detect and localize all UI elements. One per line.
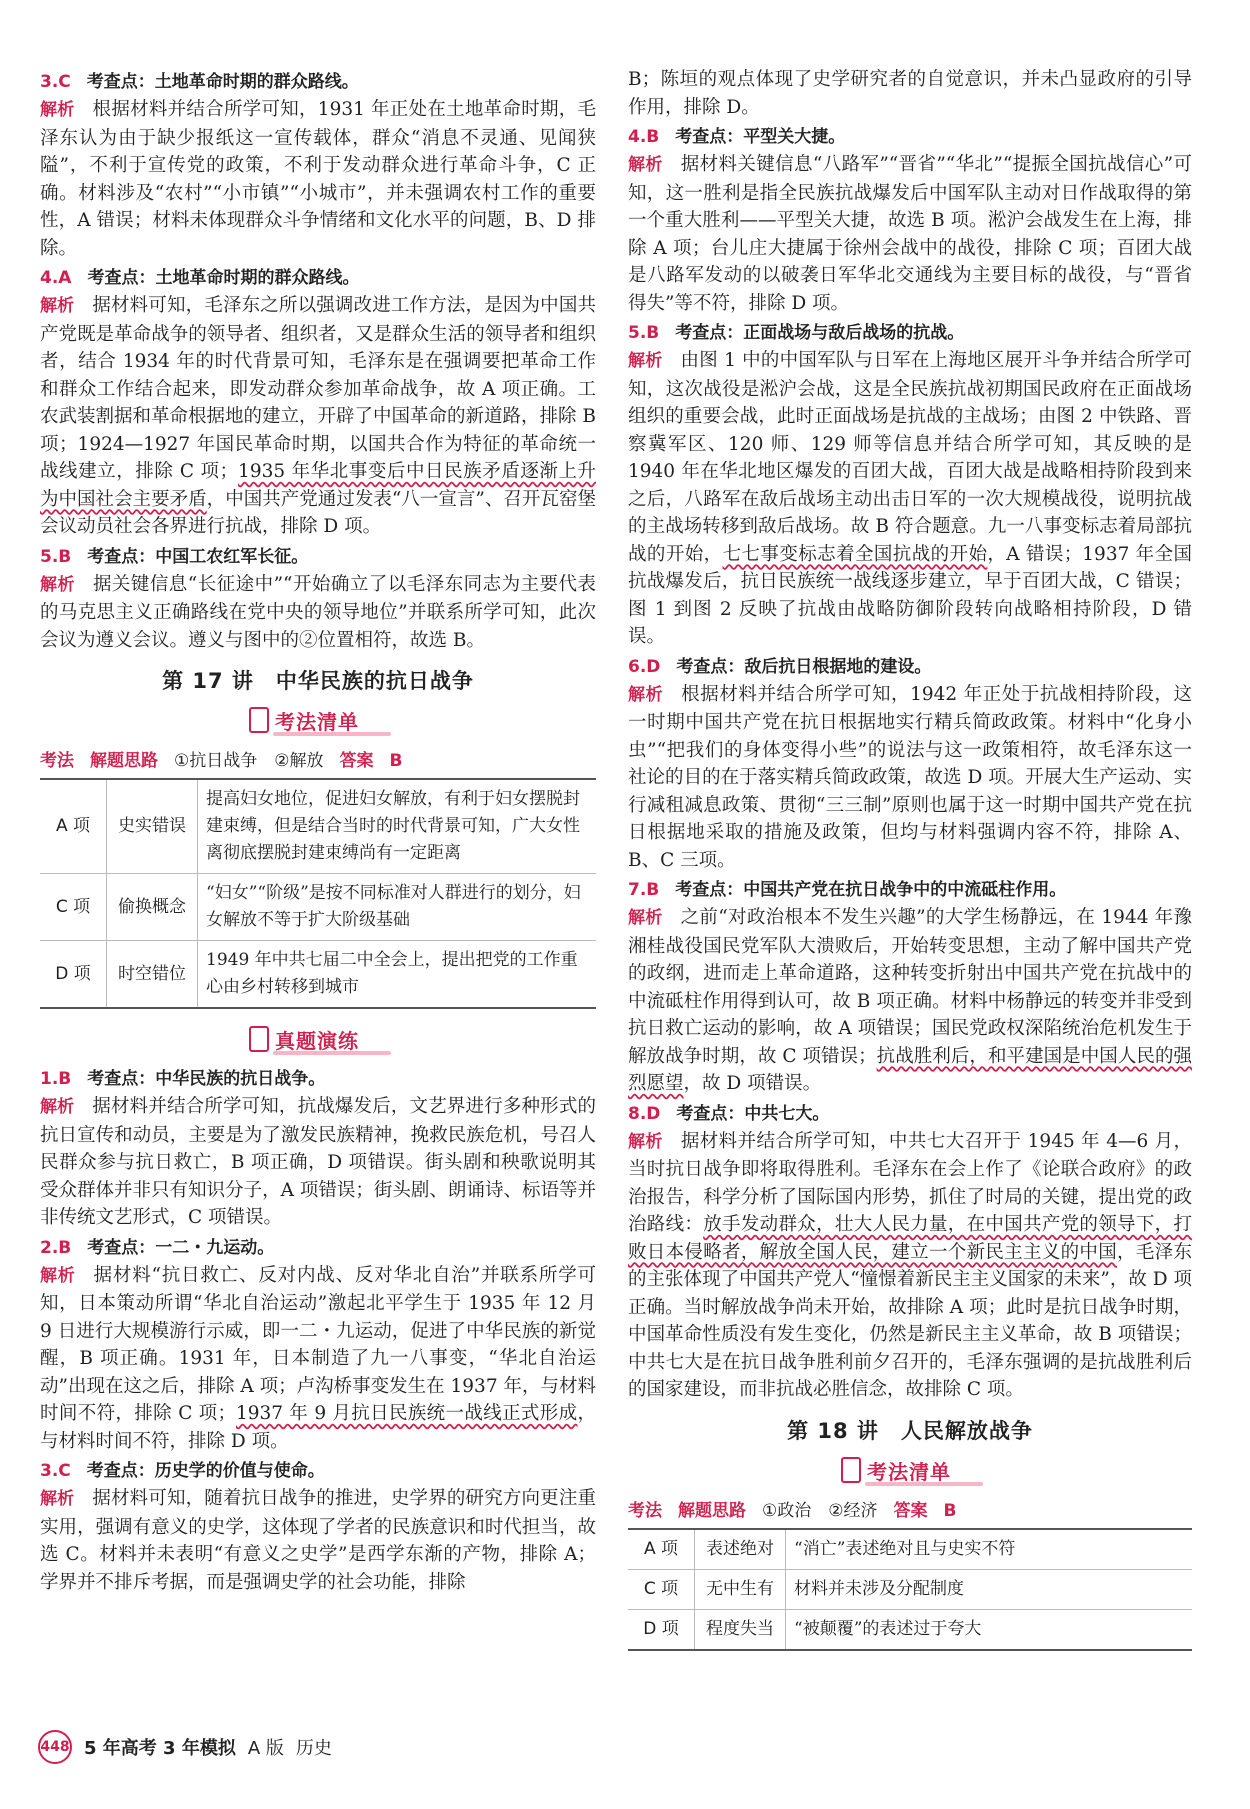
method-row: 考法 解题思路 ①抗日战争 ②解放 答案 B <box>40 746 596 780</box>
answer-6d <box>628 653 1192 875</box>
clipboard-icon <box>249 707 269 733</box>
exam-point: 考查点：土地革命时期的群众路线。 <box>86 72 359 92</box>
left-column <box>40 66 596 1596</box>
underlined-key-text: 抗战胜利后，和平建国是中国人民的强烈愿望 <box>628 1045 1192 1094</box>
answer-number: 7.B <box>628 880 660 900</box>
analysis-text: ，中国共产党通过发表“八一宣言”、召开瓦窑堡会议动员社会各界进行抗战，排除 D 项。 <box>40 488 596 537</box>
subject-label: 历史 <box>295 1738 332 1759</box>
table-row: C 项 无中生有 材料并未涉及分配制度 <box>628 1569 1192 1609</box>
method-list-badge: 考法清单 <box>835 1454 985 1488</box>
analysis-tag: 解析 <box>628 908 663 928</box>
analysis-tag: 解析 <box>40 1265 76 1286</box>
answer-5b <box>40 543 596 655</box>
underlined-key-text: 1937 年 9 月抗日民族统一战线正式形成 <box>235 1403 578 1424</box>
answer-7b <box>628 876 1192 1098</box>
answer-number: 4.B <box>628 127 660 147</box>
table-row: A 项 表述绝对 “消亡”表述绝对且与史实不符 <box>628 1530 1192 1570</box>
answer-number: 2.B <box>40 1237 72 1258</box>
analysis-tag: 解析 <box>40 574 75 595</box>
exam-point: 考查点：中共七大。 <box>676 1103 830 1124</box>
analysis-tag: 解析 <box>628 684 664 705</box>
answer-number: 3.C <box>40 1461 71 1481</box>
page-number: 448 <box>38 1730 72 1764</box>
answer-number: 4.A <box>40 268 72 288</box>
answer-3c-history <box>40 1457 596 1596</box>
answer-4a <box>40 264 596 541</box>
continued-text: B；陈垣的观点体现了史学研究者的自觉意识，并未凸显政府的引导作用，排除 D。 <box>628 69 1192 118</box>
answer-number: 5.B <box>628 323 660 343</box>
method-list-badge: 考法清单 <box>243 704 393 738</box>
table-row: D 项 时空错位 1949 年中共七届二中全会上，提出把党的工作重心由乡村转移到城市 <box>40 941 596 1009</box>
table-row: D 项 程度失当 “被颠覆”的表述过于夸大 <box>628 1609 1192 1650</box>
answer-number: 8.D <box>628 1103 661 1124</box>
answer-4b <box>628 123 1192 317</box>
lecture-17-title: 第 17 讲 中华民族的抗日战争 <box>162 669 474 693</box>
exam-point: 考查点：中国工农红军长征。 <box>87 546 309 567</box>
analysis-tag: 解析 <box>40 1489 75 1509</box>
analysis-text: 根据材料并结合所学可知，1931 年正处在土地革命时期，毛泽东认为由于缺少报纸这一宣传载体，群众“消息不灵通、见闻狭隘”，不利于宣传党的政策，不利于发动群众进行革命斗争，C 正确。材料涉及“农村”“小市镇”“小城市”，并未强调农村工作的重要性，A 错误；材料未体现群众斗争情绪和文化水平的问题，B、D 排除。 <box>40 99 597 259</box>
analysis-text: ，故 D 项错误。 <box>683 1073 822 1094</box>
analysis-text: 据材料并结合所学可知，中共七大召开于 1945 年 4—6 月，当时抗日战争即将取得胜利。毛泽东在会上作了《论联合政府》的政治报告，科学分析了国际国内形势，抓住了时局的关键，提出党的政治路线： <box>628 1130 1192 1235</box>
underlined-key-text: 七七事变标志着全国抗战的开始 <box>722 543 988 565</box>
analysis-tag: 解析 <box>628 351 663 371</box>
answer-number: 1.B <box>40 1069 72 1089</box>
exam-point: 考查点：敌后抗日根据地的建设。 <box>676 656 932 677</box>
answer-3c-soil <box>40 68 596 262</box>
table-row: A 项 史实错误 提高妇女地位，促进妇女解放，有利于妇女摆脱封建束缚，但是结合当时的时代背景可知，广大女性离彻底摆脱封建束缚尚有一定距离 <box>40 780 596 874</box>
analysis-text: ，毛泽东的主张体现了中国共产党人“憧憬着新民主主义国家的未来”，故 D 项正确。当时解放战争尚未开始，故排除 A 项；此时是抗日战争时期，中国革命性质没有发生变化，仍然是新民主主义革命，故 B 项错误；中共七大是在抗日战争胜利前夕召开的，毛泽东强调的是抗战胜利后的国家建设，而非抗战必胜信念，故排除 C 项。 <box>628 1241 1192 1400</box>
answer-number: 3.C <box>40 72 71 92</box>
answer-2b <box>40 1234 596 1456</box>
underlined-key-text: 1935 年华北事变后中日民族矛盾逐渐上升为中国社会主要矛盾 <box>40 461 597 510</box>
method-table <box>628 1530 1192 1651</box>
analysis-text: 据关键信息“长征途中”“开始确立了以毛泽东同志为主要代表的马克思主义正确路线在党中央的领导地位”并联系所学可知，此次会议为遵义会议。遵义与图中的②位置相符，故选 B。 <box>40 573 596 651</box>
analysis-text: 之前“对政治根本不发生兴趣”的大学生杨静远，在 1944 年豫湘桂战役国民党军队大溃败后，开始转变思想，主动了解中国共产党的政纲，进而走上革命道路，这种转变折射出中国共产党在抗战中的中流砥柱作用得到认可，故 B 项正确。材料中杨静远的转变并非受到抗日救亡运动的影响，故 A 项错误；国民党政权深陷统治危机发生于解放战争时期，故 C 项错误； <box>628 907 1192 1067</box>
analysis-tag: 解析 <box>40 100 75 120</box>
exam-point: 考查点：中国共产党在抗日战争中的中流砥柱作用。 <box>675 880 1067 900</box>
answer-8d <box>628 1100 1192 1404</box>
clipboard-icon <box>249 1026 269 1052</box>
exam-point: 考查点：土地革命时期的群众路线。 <box>87 268 360 288</box>
analysis-text: ，A 错误；1937 年全国抗战爆发后，抗日民族统一战线逐步建立，早于百团大战，C 错误；图 1 到图 2 反映了抗战由战略防御阶段转向战略相持阶段，D 错误。 <box>628 543 1192 647</box>
analysis-tag: 解析 <box>628 155 663 175</box>
right-column <box>628 66 1192 1651</box>
exam-point: 考查点：平型关大捷。 <box>675 127 846 147</box>
exam-point: 考查点：中华民族的抗日战争。 <box>87 1069 326 1089</box>
method-row: 考法 解题思路 ①政治 ②经济 答案 B <box>628 1496 1192 1530</box>
analysis-text: 据材料可知，随着抗日战争的推进，史学界的研究方向更注重实用，强调有意义的史学，这体现了学者的民族意识和时代担当，故选 C。材料并未表明“有意义之史学”是西学东渐的产物，排除 A；学界并不排斥考据，而是强调史学的社会功能，排除 <box>40 1488 596 1593</box>
analysis-text: 据材料可知，毛泽东之所以强调改进工作方法，是因为中国共产党既是革命战争的领导者、组织者，又是群众生活的领导者和组织者，结合 1934 年的时代背景可知，毛泽东是在强调要把革命工作和群众工作结合起来，即发动群众参加革命战争，故 A 项正确。工农武装割据和革命根据地的建立，开辟了中国革命的新道路，排除 B 项；1924—1927 年国民革命时期，以国共合作为特征的革命统一战线建立，排除 C 项； <box>40 295 596 482</box>
analysis-tag: 解析 <box>628 1131 663 1152</box>
analysis-tag: 解析 <box>40 296 75 316</box>
analysis-text: 据材料并结合所学可知，抗战爆发后，文艺界进行多种形式的抗日宣传和动员，主要是为了激发民族精神，挽救民族危机，号召人民群众参与抗日救亡，B 项正确，D 项错误。街头剧和秧歌说明其受众群体并非只有知识分子，A 项错误；街头剧、朗诵诗、标语等并非传统文艺形式，C 项错误。 <box>40 1096 596 1228</box>
analysis-text: 据材料关键信息“八路军”“晋省”“华北”“提振全国抗战信心”可知，这一胜利是指全民族抗战爆发后中国军队主动对日作战取得的第一个重大胜利——平型关大捷，故选 B 项。淞沪会战发生在上海，排除 A 项；台儿庄大捷属于徐州会战中的战役，排除 C 项；百团大战是八路军发动的以破袭日军华北交通线为主要目标的战役，与“晋省得失”等不符，排除 D 项。 <box>628 154 1192 314</box>
analysis-text: ，与材料时间不符，排除 D 项。 <box>40 1403 596 1452</box>
answer-5b-war <box>628 319 1192 651</box>
edition-label: A 版 <box>247 1738 284 1759</box>
answer-number: 6.D <box>628 656 661 677</box>
answer-1b <box>40 1065 596 1232</box>
exam-point: 考查点：正面战场与敌后战场的抗战。 <box>675 323 965 343</box>
clipboard-icon <box>841 1457 861 1483</box>
lecture-18-title: 第 18 讲 人民解放战争 <box>787 1418 1033 1443</box>
table-row: C 项 偷换概念 “妇女”“阶级”是按不同标准对人群进行的划分，妇女解放不等于扩大阶级基础 <box>40 874 596 941</box>
real-exam-badge: 真题演练 <box>243 1023 393 1057</box>
exam-point: 考查点：一二・九运动。 <box>87 1237 275 1258</box>
analysis-text: 由图 1 中的中国军队与日军在上海地区展开斗争并结合所学可知，这次战役是淞沪会战，这是全民族抗战初期国民政府在正面战场组织的重要会战，此时正面战场是抗战的主战场；由图 2 中铁路、晋察冀军区、120 师、129 师等信息并结合所学可知，其反映的是 1940 年在华北地区爆发的百团大战，百团大战是战略相持阶段到来之后，八路军在敌后战场主动出击日军的一次大规模战役，说明抗战的主战场转移到敌后战场。故 B 符合题意。九一八事变标志着局部抗战的开始， <box>628 350 1192 565</box>
analysis-text: 根据材料并结合所学可知，1942 年正处于抗战相持阶段，这一时期中国共产党在抗日根据地实行精兵简政政策。材料中“化身小虫”“把我们的身体变得小些”的说法与这一政策相符，故毛泽东这一社论的目的在于落实精兵简政政策，故选 D 项。开展大生产运动、实行减租减息政策、贯彻“三三制”原则也属于这一时期中国共产党在抗日根据地采取的措施及政策，但均与材料强调内容不符，排除 A、B、C 三项。 <box>628 683 1192 871</box>
underlined-key-text: 放手发动群众，壮大人民力量，在中国共产党的领导下，打败日本侵略者，解放全国人民，建立一个新民主主义的中国 <box>628 1214 1192 1263</box>
exam-point: 考查点：历史学的价值与使命。 <box>86 1461 325 1481</box>
book-title: 5 年高考 3 年模拟 <box>84 1738 236 1759</box>
analysis-text: 据材料“抗日救亡、反对内战、反对华北自治”并联系所学可知，日本策动所谓“华北自治运动”激起北平学生于 1935 年 12 月 9 日进行大规模游行示威，即一二・九运动，促进了中华民族的新觉醒，B 项正确。1931 年，日本制造了九一八事变，“华北自治运动”出现在这之后，排除 A 项；卢沟桥事变发生在 1937 年，与材料时间不符，排除 C 项； <box>40 1264 597 1424</box>
answer-number: 5.B <box>40 546 72 567</box>
analysis-tag: 解析 <box>40 1097 75 1117</box>
method-table <box>40 780 596 1009</box>
page-footer <box>38 1730 332 1764</box>
